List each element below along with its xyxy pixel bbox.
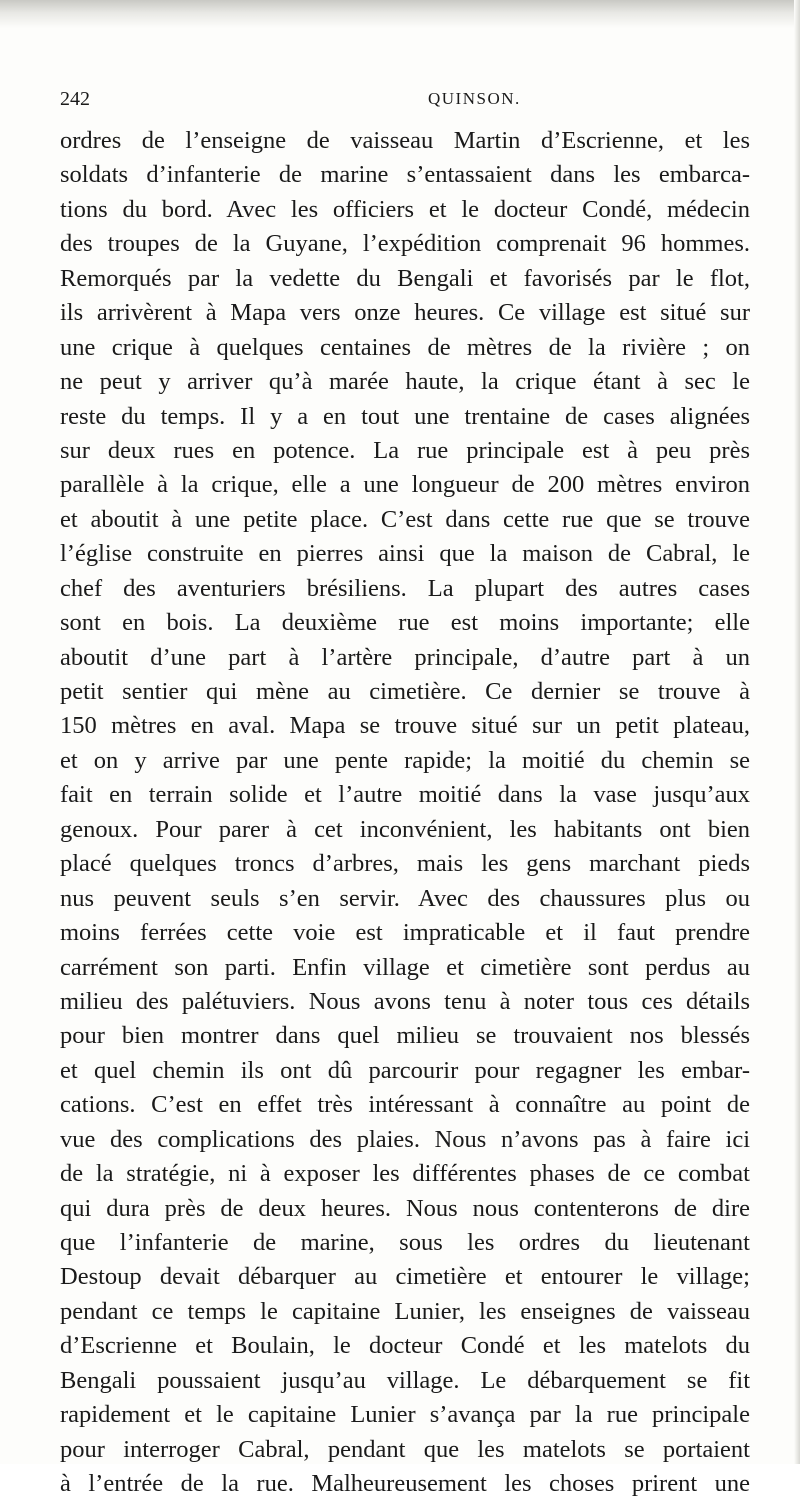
text-line: aboutit d’une part à l’artère principale, d’autre part à un	[60, 643, 750, 671]
text-line: ordres de l’enseigne de vaisseau Martin d’Escrienne, et les	[60, 127, 750, 154]
text-line: Remorqués par la vedette du Bengali et favorisés par le flot,	[60, 264, 750, 292]
text-line: l’église construite en pierres ainsi que la maison de Cabral, le	[60, 540, 750, 568]
text-line: que l’infanterie de marine, sous les ordres du lieutenant	[60, 1229, 750, 1256]
text-line: pour interroger Cabral, pendant que les matelots se portaient	[60, 1435, 750, 1463]
text-line: ils arrivèrent à Mapa vers onze heures. Ce village est situé sur	[60, 299, 750, 327]
text-line: rapidement et le capitaine Lunier s’avança par la rue principale	[60, 1401, 750, 1429]
text-line: chef des aventuriers brésiliens. La plupart des autres cases	[60, 574, 750, 602]
page-header	[60, 88, 750, 114]
text-line: petit sentier qui mène au cimetière. Ce dernier se trouve à	[60, 678, 750, 705]
text-line: fait en terrain solide et l’autre moitié dans la vase jusqu’aux	[60, 781, 750, 809]
text-line: à l’entrée de la rue. Malheureusement les choses prirent une	[60, 1470, 750, 1498]
text-line: tions du bord. Avec les officiers et le docteur Condé, médecin	[60, 195, 750, 223]
text-line: qui dura près de deux heures. Nous nous contenterons de dire	[60, 1194, 750, 1222]
page-number: 242	[60, 88, 90, 110]
text-line: vue des complications des plaies. Nous n’avons pas à faire ici	[60, 1125, 750, 1153]
text-line: pendant ce temps le capitaine Lunier, les enseignes de vaisseau	[60, 1297, 750, 1325]
text-line: sont en bois. La deuxième rue est moins importante; elle	[60, 609, 750, 637]
text-line: reste du temps. Il y a en tout une trentaine de cases alignées	[60, 402, 750, 430]
text-line: soldats d’infanterie de marine s’entassaient dans les embarca-	[60, 161, 750, 189]
text-line: et aboutit à une petite place. C’est dans cette rue que se trouve	[60, 505, 750, 533]
body-text	[60, 124, 750, 1502]
text-line: nus peuvent seuls s’en servir. Avec des chaussures plus ou	[60, 884, 750, 912]
text-line: et on y arrive par une pente rapide; la moitié du chemin se	[60, 746, 750, 774]
text-line: moins ferrées cette voie est impraticable et il faut prendre	[60, 919, 750, 947]
text-line: Destoup devait débarquer au cimetière et entourer le village;	[60, 1263, 750, 1291]
text-line: milieu des palétuviers. Nous avons tenu à noter tous ces détails	[60, 987, 750, 1015]
text-line: cations. C’est en effet très intéressant à connaître au point de	[60, 1091, 750, 1119]
page-right-edge	[794, 0, 800, 1464]
text-line: parallèle à la crique, elle a une longueur de 200 mètres environ	[60, 471, 750, 499]
text-line: pour bien montrer dans quel milieu se trouvaient nos blessés	[60, 1022, 750, 1050]
text-line: Bengali poussaient jusqu’au village. Le débarquement se fit	[60, 1366, 750, 1394]
text-line: de la stratégie, ni à exposer les différentes phases de ce combat	[60, 1160, 750, 1188]
text-line: une crique à quelques centaines de mètres de la rivière ; on	[60, 333, 750, 361]
text-line: genoux. Pour parer à cet inconvénient, les habitants ont bien	[60, 815, 750, 843]
text-line: et quel chemin ils ont dû parcourir pour regagner les embar-	[60, 1056, 750, 1084]
page-top-shadow	[0, 0, 800, 28]
running-head: QUINSON.	[428, 89, 521, 108]
text-line: d’Escrienne et Boulain, le docteur Condé et les matelots du	[60, 1332, 750, 1360]
text-line: ne peut y arriver qu’à marée haute, la crique étant à sec le	[60, 368, 750, 396]
text-line: sur deux rues en potence. La rue principale est à peu près	[60, 436, 750, 464]
text-line: des troupes de la Guyane, l’expédition comprenait 96 hommes.	[60, 230, 750, 258]
text-line: 150 mètres en aval. Mapa se trouve situé sur un petit plateau,	[60, 712, 750, 740]
text-line: carrément son parti. Enfin village et cimetière sont perdus au	[60, 953, 750, 981]
text-line: placé quelques troncs d’arbres, mais les gens marchant pieds	[60, 850, 750, 878]
